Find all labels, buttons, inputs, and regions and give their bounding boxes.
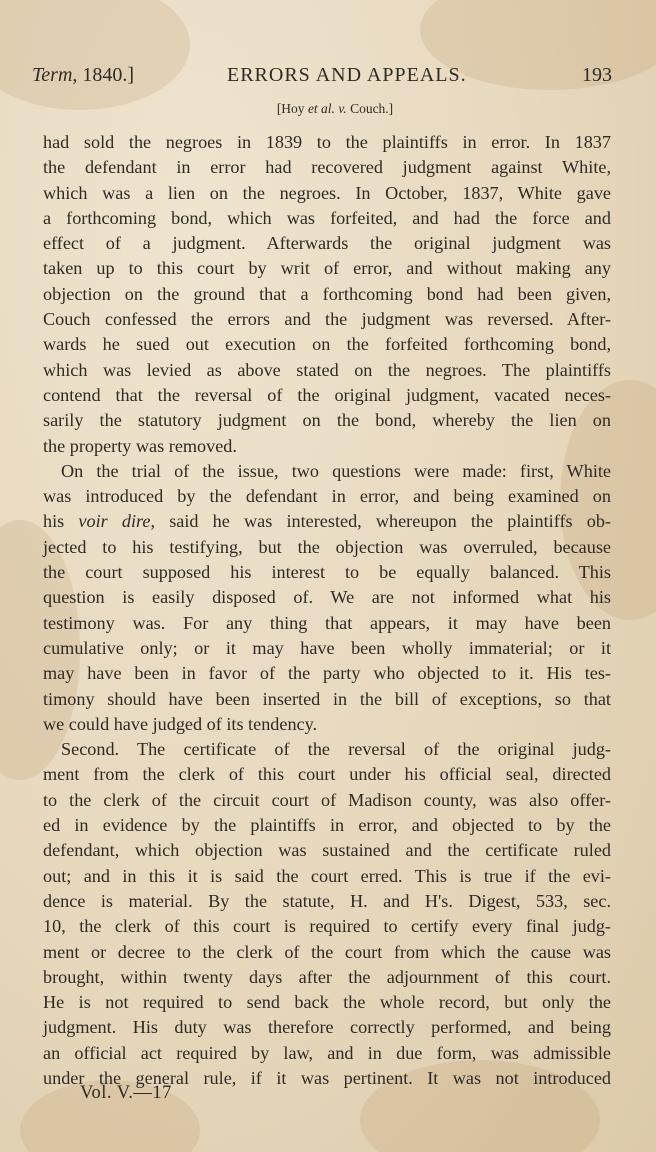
volume-signature: Vol. V.—17 [80, 1083, 172, 1103]
text-line: taken up to this court by writ of error, and without making any [43, 258, 611, 279]
text-line: to the clerk of the circuit court of Madison county, was also offer- [43, 789, 611, 810]
term-label: Term, 1840.] [32, 64, 135, 86]
text-line: the court supposed his interest to be equally balanced. This [43, 562, 611, 583]
running-header [32, 60, 612, 88]
opinion-text [43, 130, 611, 1091]
text-line: was introduced by the defendant in error, and being examined on [43, 486, 611, 507]
text-line: judgment. His duty was therefore correctly performed, and being [43, 1017, 611, 1038]
text-line: ed in evidence by the plaintiffs in error, and objected to by the [43, 815, 611, 836]
text-line: wards he sued out execution on the forfeited forthcoming bond, [43, 334, 611, 355]
text-line: an official act required by law, and in due form, was admissible [43, 1042, 611, 1063]
text-line: contend that the reversal of the original judgment, vacated neces- [43, 384, 611, 405]
text-line: had sold the negroes in 1839 to the plaintiffs in error. In 1837 [43, 132, 611, 152]
text-line: 10, the clerk of this court is required to certify every final judg- [43, 916, 611, 937]
text-line: dence is material. By the statute, H. and H's. Digest, 533, sec. [43, 890, 611, 911]
text-line: a forthcoming bond, which was forfeited, and had the force and [43, 207, 611, 228]
text-line: his voir dire, said he was interested, whereupon the plaintiffs ob- [43, 511, 611, 532]
text-line: jected to his testifying, but the objection was overruled, because [43, 536, 611, 557]
text-line: which was a lien on the negroes. In October, 1837, White gave [43, 182, 611, 203]
text-line: the property was removed. [43, 435, 237, 456]
text-line: effect of a judgment. Afterwards the original judgment was [43, 233, 611, 254]
text-line: we could have judged of its tendency. [43, 713, 318, 734]
text-line: objection on the ground that a forthcoming bond had been given, [43, 283, 611, 304]
text-line: testimony was. For any thing that appears, it may have been [43, 612, 611, 633]
text-line: Couch confessed the errors and the judgment was reversed. After- [43, 309, 611, 330]
text-line: under the general rule, if it was pertinent. It was not introduced [43, 1067, 611, 1088]
text-line: defendant, which objection was sustained and the certificate ruled [43, 840, 611, 861]
text-line: the defendant in error had recovered judgment against White, [43, 157, 611, 178]
text-line: brought, within twenty days after the adjournment of this court. [43, 966, 611, 987]
case-caption: [Hoy et al. v. Couch.] [276, 101, 394, 116]
paper-stain [0, 0, 190, 110]
court-title: ERRORS AND APPEALS. [227, 64, 467, 86]
text-line: Second. The certificate of the reversal of the original judg- [61, 739, 611, 760]
text-line: question is easily disposed of. We are not informed what his [43, 587, 611, 608]
text-line: cumulative only; or it may have been wholly immaterial; or it [43, 637, 611, 658]
text-line: On the trial of the issue, two questions were made: first, White [61, 460, 611, 481]
text-line: He is not required to send back the whole record, but only the [43, 992, 611, 1013]
text-line: may have been in favor of the party who objected to it. His tes- [43, 663, 611, 684]
text-line: ment or decree to the clerk of the court from which the cause was [43, 941, 611, 962]
text-line: which was levied as above stated on the negroes. The plaintiffs [43, 359, 611, 380]
text-line: out; and in this it is said the court erred. This is true if the evi- [43, 865, 611, 886]
text-line: ment from the clerk of this court under his official seal, directed [43, 764, 611, 785]
text-line: sarily the statutory judgment on the bond, whereby the lien on [43, 410, 611, 431]
text-line: timony should have been inserted in the bill of exceptions, so that [43, 688, 611, 709]
page-number: 193 [582, 64, 612, 86]
